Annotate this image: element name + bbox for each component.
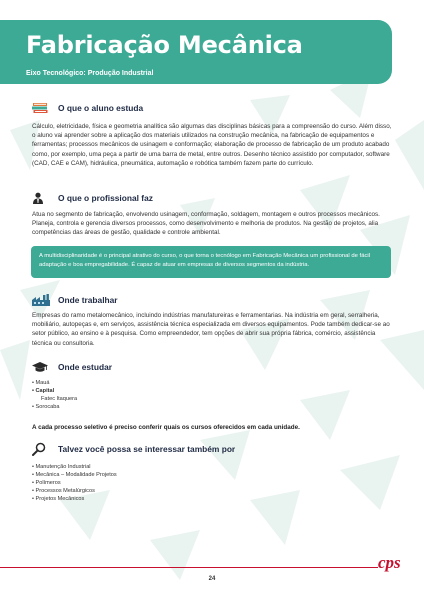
section-estudar-title: Onde estudar: [58, 362, 112, 372]
section-interessar-header: [32, 442, 235, 456]
section-profissional-header: [32, 191, 153, 205]
highlight-box: [31, 246, 391, 278]
logo-text: cps: [378, 553, 401, 572]
footer-divider: [0, 567, 378, 568]
magnifier-icon: [32, 442, 54, 456]
section-aluno-title: O que o aluno estuda: [58, 103, 144, 113]
list-item: • Mecânica – Modalidade Projetos: [32, 472, 117, 478]
list-item: • Polímeros: [32, 480, 61, 486]
section-aluno-header: [32, 101, 143, 115]
list-item: • Sorocaba: [32, 404, 60, 410]
cps-logo: [378, 552, 418, 579]
page-subtitle: Eixo Tecnológico: Produção Industrial: [26, 70, 154, 77]
section-trabalhar-header: [32, 293, 118, 307]
list-item: • Mauá: [32, 380, 50, 386]
estudar-list: [32, 379, 77, 411]
highlight-text: A multidisciplinaridade é o principal atrativo do curso, o que torna o tecnólogo em Fabricação Mecânica um profissional de fácil adaptação e boa empregabilidade. É capaz de atuar em empresas de diversos segmentos da indústria.: [39, 253, 371, 268]
list-item: Fatec Itaquera: [41, 396, 78, 402]
list-item: [32, 387, 77, 395]
page-header: [0, 20, 392, 84]
page-number: 24: [208, 576, 216, 582]
interessar-list: [32, 463, 117, 503]
page-title: Fabricação Mecânica: [26, 31, 303, 59]
books-icon: [32, 101, 54, 115]
section-trabalhar-text: Empresas do ramo metalomecânico, incluindo indústrias manufatureiras e ferramentarias. Na indústria em geral, serralheria, mobiliário, autopeças e, em serviços, assistência técnica especializada em diversos equipamentos. Pode também dedicar-se ao setor público, ao ensino e à pesquisa. Como empreendedor, tem opções de abrir sua própria fábrica, comércio, assistência técnica ou consultoria.: [32, 312, 390, 347]
section-profissional-text: Atua no segmento de fabricação, envolvendo usinagem, conformação, soldagem, montagem e outros processos mecânicos. Planeja, controla e gerencia diversos processos, como desenvolvimento e melhoria de produtos. Na gestão de projetos, alia competências das áreas de gestão, qualidade e controle ambiental.: [32, 211, 380, 237]
section-estudar-header: [32, 360, 112, 374]
list-item: • Projetos Mecânicos: [32, 496, 85, 502]
section-interessar-title: Talvez você possa se interessar também por: [58, 444, 236, 454]
section-aluno-text: Cálculo, eletricidade, física e geometria analítica são algumas das disciplinas básicas para a compreensão do curso. Além disso, o aluno vai aprender sobre a aplicação dos materiais utilizados na construção mecânica, na fabricação de equipamentos e ferramentas; processos mecânicos de usinagem e conformação; elaboração de processo de fabricação de um produto acabado como, por exemplo, uma peça a partir de uma barra de metal, entre outros. Desenho técnico assistido por computador, software (CAD, CAE e CAM), hidráulica, pneumática, automação e robótica também fazem parte do currículo.: [32, 123, 392, 167]
graduation-cap-icon: [32, 360, 54, 374]
list-item-bold: • Capital: [32, 388, 55, 394]
section-profissional-title: O que o profissional faz: [58, 193, 153, 203]
selection-note: A cada processo seletivo é preciso conferir quais os cursos oferecidos em cada unidade.: [32, 424, 300, 431]
professional-icon: [32, 191, 54, 205]
list-item: • Processos Metalúrgicos: [32, 488, 95, 494]
factory-icon: [32, 293, 54, 307]
list-item: • Manutenção Industrial: [32, 464, 91, 470]
section-trabalhar-title: Onde trabalhar: [58, 295, 118, 305]
